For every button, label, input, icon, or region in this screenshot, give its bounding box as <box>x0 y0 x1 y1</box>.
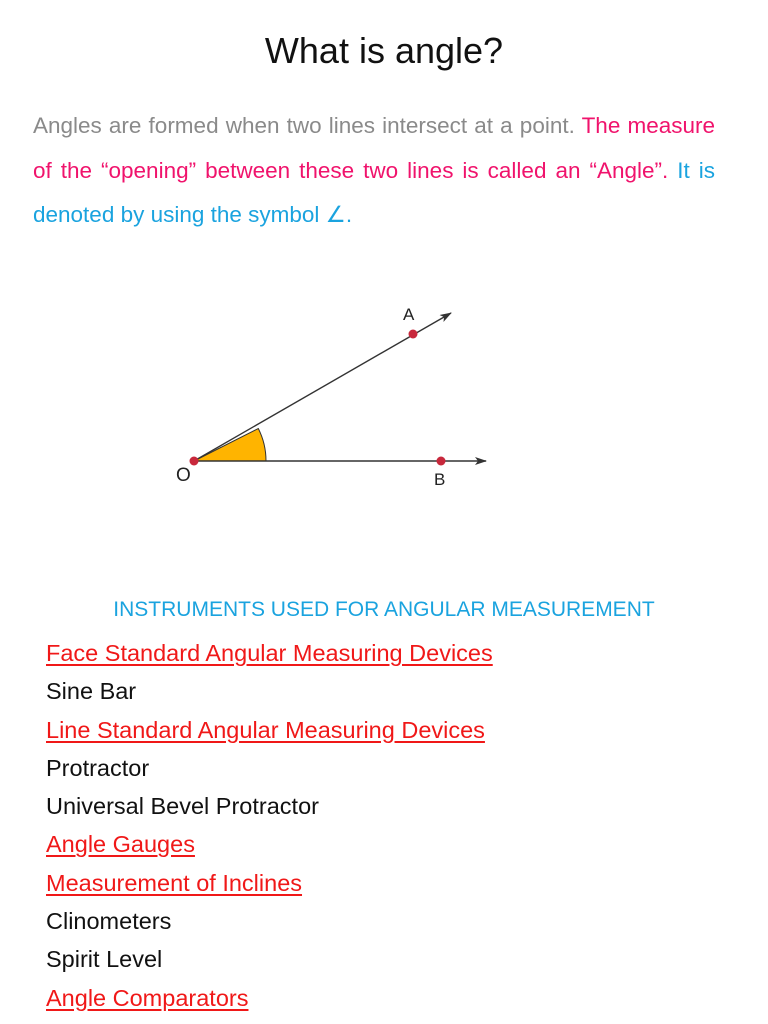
list-item-clinometers: Clinometers <box>46 908 172 935</box>
angle-wedge <box>194 429 266 462</box>
point-o-dot <box>190 457 199 466</box>
intro-paragraph <box>33 104 715 238</box>
page-title: What is angle? <box>264 30 504 71</box>
list-item-measurement-of-inclines[interactable]: Measurement of Inclines <box>46 869 303 896</box>
angle-diagram <box>160 295 500 495</box>
point-b-label: B <box>434 470 446 489</box>
list-item-angle-comparators[interactable]: Angle Comparators <box>46 984 249 1011</box>
list-item-sine-bar: Sine Bar <box>46 678 137 705</box>
list-item-universal-bevel-protractor: Universal Bevel Protractor <box>46 793 319 820</box>
instruments-heading: INSTRUMENTS USED FOR ANGULAR MEASUREMENT <box>113 598 655 621</box>
list-item-angle-gauges[interactable]: Angle Gauges <box>46 831 195 858</box>
list-item-protractor: Protractor <box>46 754 150 781</box>
point-a-dot <box>409 330 418 339</box>
list-item-spirit-level: Spirit Level <box>46 946 163 973</box>
point-o-label: O <box>176 465 191 486</box>
intro-text-measure: The measure of the “opening” between these two lines is called an “Angle”. <box>33 113 715 183</box>
intro-text-definition: Angles are formed when two lines intersect at a point. <box>33 113 582 138</box>
point-b-dot <box>437 457 446 466</box>
intro-text-symbol: It is denoted by using the symbol ∠. <box>33 157 715 227</box>
point-a-label: A <box>403 305 415 324</box>
list-item-face-standard-devices[interactable]: Face Standard Angular Measuring Devices <box>46 640 493 666</box>
instrument-list <box>46 634 493 1017</box>
list-item-line-standard-devices[interactable]: Line Standard Angular Measuring Devices <box>46 716 485 743</box>
